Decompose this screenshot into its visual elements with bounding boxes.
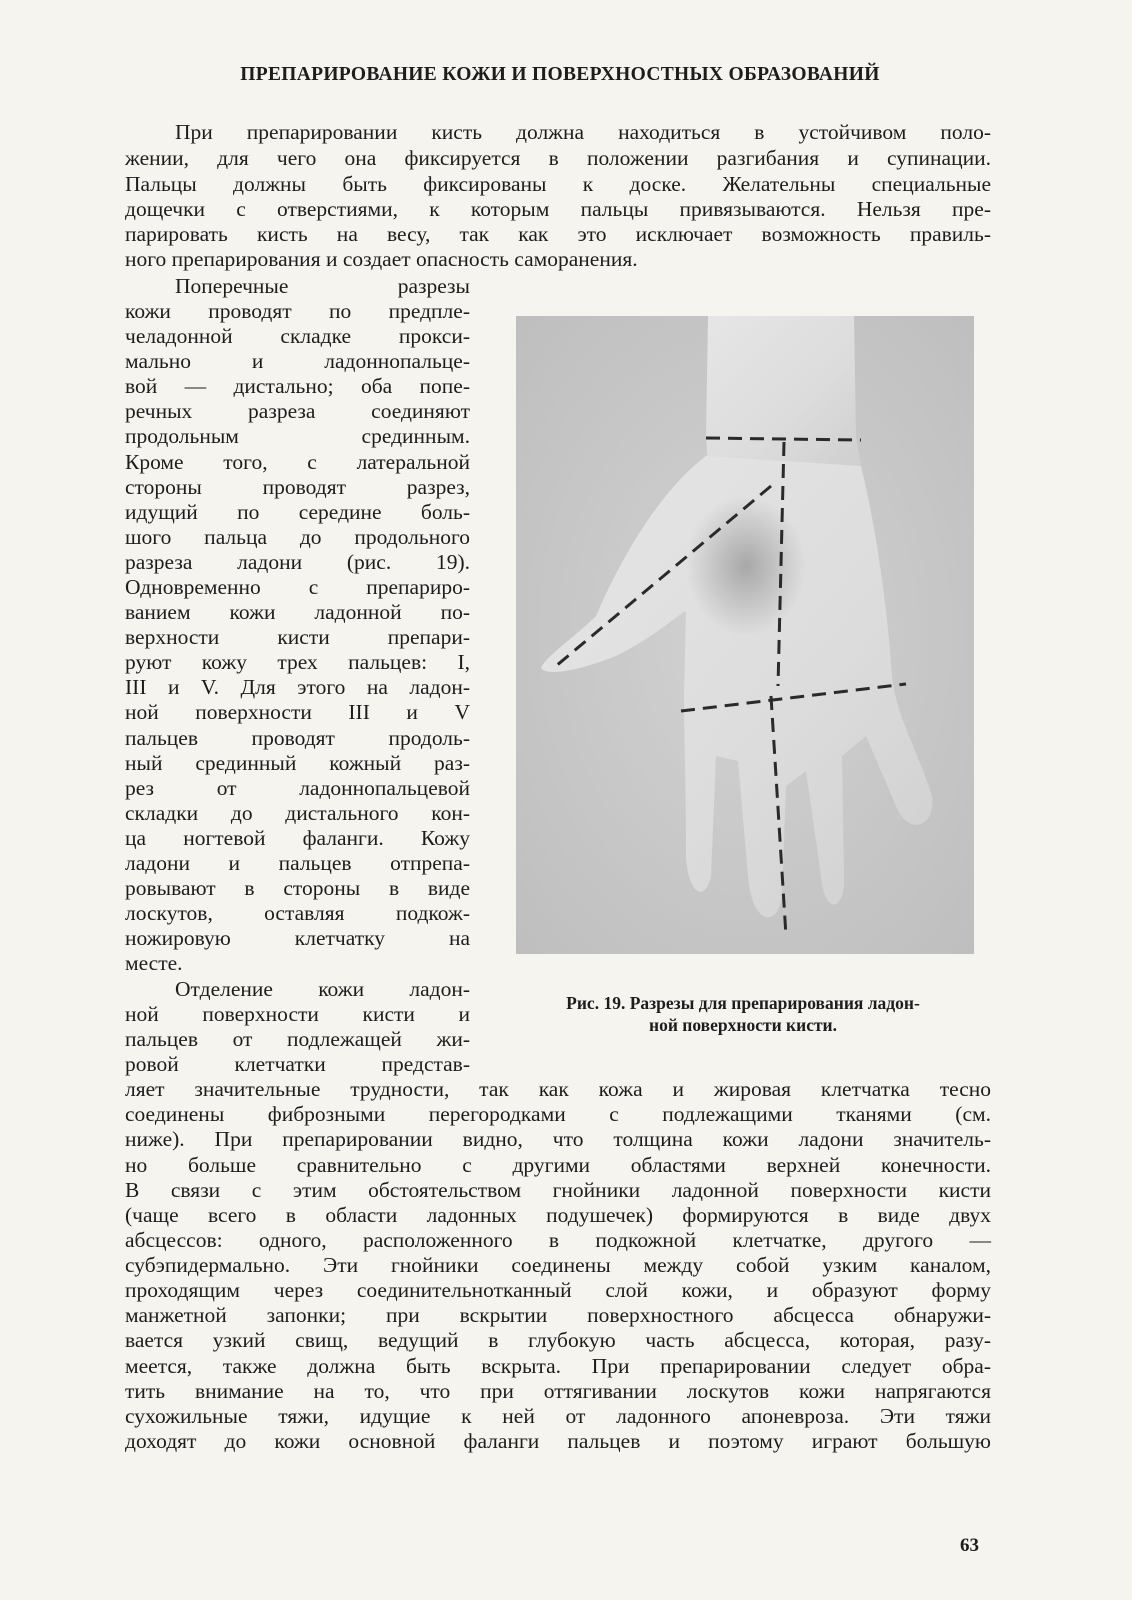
text-line: разреза ладони (рис. 19). [125,550,470,574]
text-line: месте. [125,951,183,975]
text-line: манжетной запонки; при вскрытии поверхностного абсцесса обнаружи- [125,1303,991,1327]
text-line: ного препарирования и создает опасность саморанения. [125,247,638,271]
text-line: лоскутов, оставляя подкож- [125,901,470,925]
text-line: ножировую клетчатку на [125,926,470,950]
text-line: шого пальца до продольного [125,525,470,549]
text-line: меется, также должна быть вскрыта. При препарировании следует обра- [125,1354,991,1378]
text-line: проходящим через соединительнотканный слой кожи, и образуют форму [125,1278,991,1302]
text-line: кожи проводят по предпле- [125,299,470,323]
page-number: 63 [960,1535,979,1556]
text-line: пальцев проводят продоль- [125,726,470,750]
text-line: абсцессов: одного, расположенного в подкожной клетчатке, другого — [125,1228,991,1252]
text-line: верхности кисти препари- [125,625,470,649]
text-line: стороны проводят разрез, [125,475,470,499]
text-line: Поперечные разрезы [175,274,470,298]
text-line: Одновременно с препариро- [125,575,470,599]
text-line: ляет значительные трудности, так как кожа и жировая клетчатка тесно [125,1077,991,1101]
text-line: рез от ладоннопальцевой [125,776,470,800]
text-line: сухожильные тяжи, идущие к ней от ладонного апоневроза. Эти тяжи [125,1404,991,1428]
text-line: ровывают в стороны в виде [125,876,470,900]
thenar-shadow [686,496,806,636]
section-heading: ПРЕПАРИРОВАНИЕ КОЖИ И ПОВЕРХНОСТНЫХ ОБРАЗОВАНИЙ [240,64,880,85]
text-line: ровой клетчатки представ- [125,1052,470,1076]
caption-line: ной поверхности кисти. [648,1015,838,1035]
text-line: ниже). При препарировании видно, что толщина кожи ладони значитель- [125,1127,991,1151]
text-line: Кроме того, с латеральной [125,450,470,474]
text-line: субэпидермально. Эти гнойники соединены между собой узким каналом, [125,1253,991,1277]
text-line: жении, для чего она фиксируется в положении разгибания и супинации. [125,146,991,170]
text-line: III и V. Для этого на ладон- [125,675,470,699]
text-line: складки до дистального кон- [125,801,470,825]
text-line: доходят до кожи основной фаланги пальцев и поэтому играют большую [125,1429,991,1453]
text-line: ванием кожи ладонной по- [125,600,470,624]
text-line: вой — дистально; оба попе- [125,374,470,398]
text-line: Пальцы должны быть фиксированы к доске. Желательны специальные [125,172,991,196]
text-line: ной поверхности кисти и [125,1002,470,1026]
figure-caption [500,992,986,1036]
text-line: При препарировании кисть должна находиться в устойчивом поло- [175,120,991,144]
text-line: мально и ладоннопальце- [125,349,470,373]
text-line: ной поверхности III и V [125,700,470,724]
text-line: ный срединный кожный раз- [125,751,470,775]
text-line: дощечки с отверстиями, к которым пальцы привязываются. Нельзя пре- [125,197,991,221]
figure-19-hand-photo [516,316,974,954]
text-line: речных разреза соединяют [125,399,470,423]
text-line: соединены фиброзными перегородками с подлежащими тканями (см. [125,1102,991,1126]
caption-line: Рис. 19. Разрезы для препарирования ладон- [566,993,920,1013]
text-line: идущий по середине боль- [125,500,470,524]
text-line: продольным срединным. [125,424,470,448]
hand-illustration [516,316,974,954]
text-line: В связи с этим обстоятельством гнойники ладонной поверхности кисти [125,1178,991,1202]
text-line: парировать кисть на весу, так как это исключает возможность правиль- [125,222,991,246]
text-line: ладони и пальцев отпрепа- [125,851,470,875]
text-line: ца ногтевой фаланги. Кожу [125,826,470,850]
text-line: (чаще всего в области ладонных подушечек) формируются в виде двух [125,1203,991,1227]
text-line: тить внимание на то, что при оттягивании лоскутов кожи напрягаются [125,1379,991,1403]
text-line: челадонной складке прокси- [125,324,470,348]
text-line: вается узкий свищ, ведущий в глубокую часть абсцесса, которая, разу- [125,1328,991,1352]
text-line: но больше сравнительно с другими областями верхней конечности. [125,1153,991,1177]
text-line: пальцев от подлежащей жи- [125,1027,470,1051]
text-line: Отделение кожи ладон- [175,977,470,1001]
text-line: руют кожу трех пальцев: I, [125,650,470,674]
